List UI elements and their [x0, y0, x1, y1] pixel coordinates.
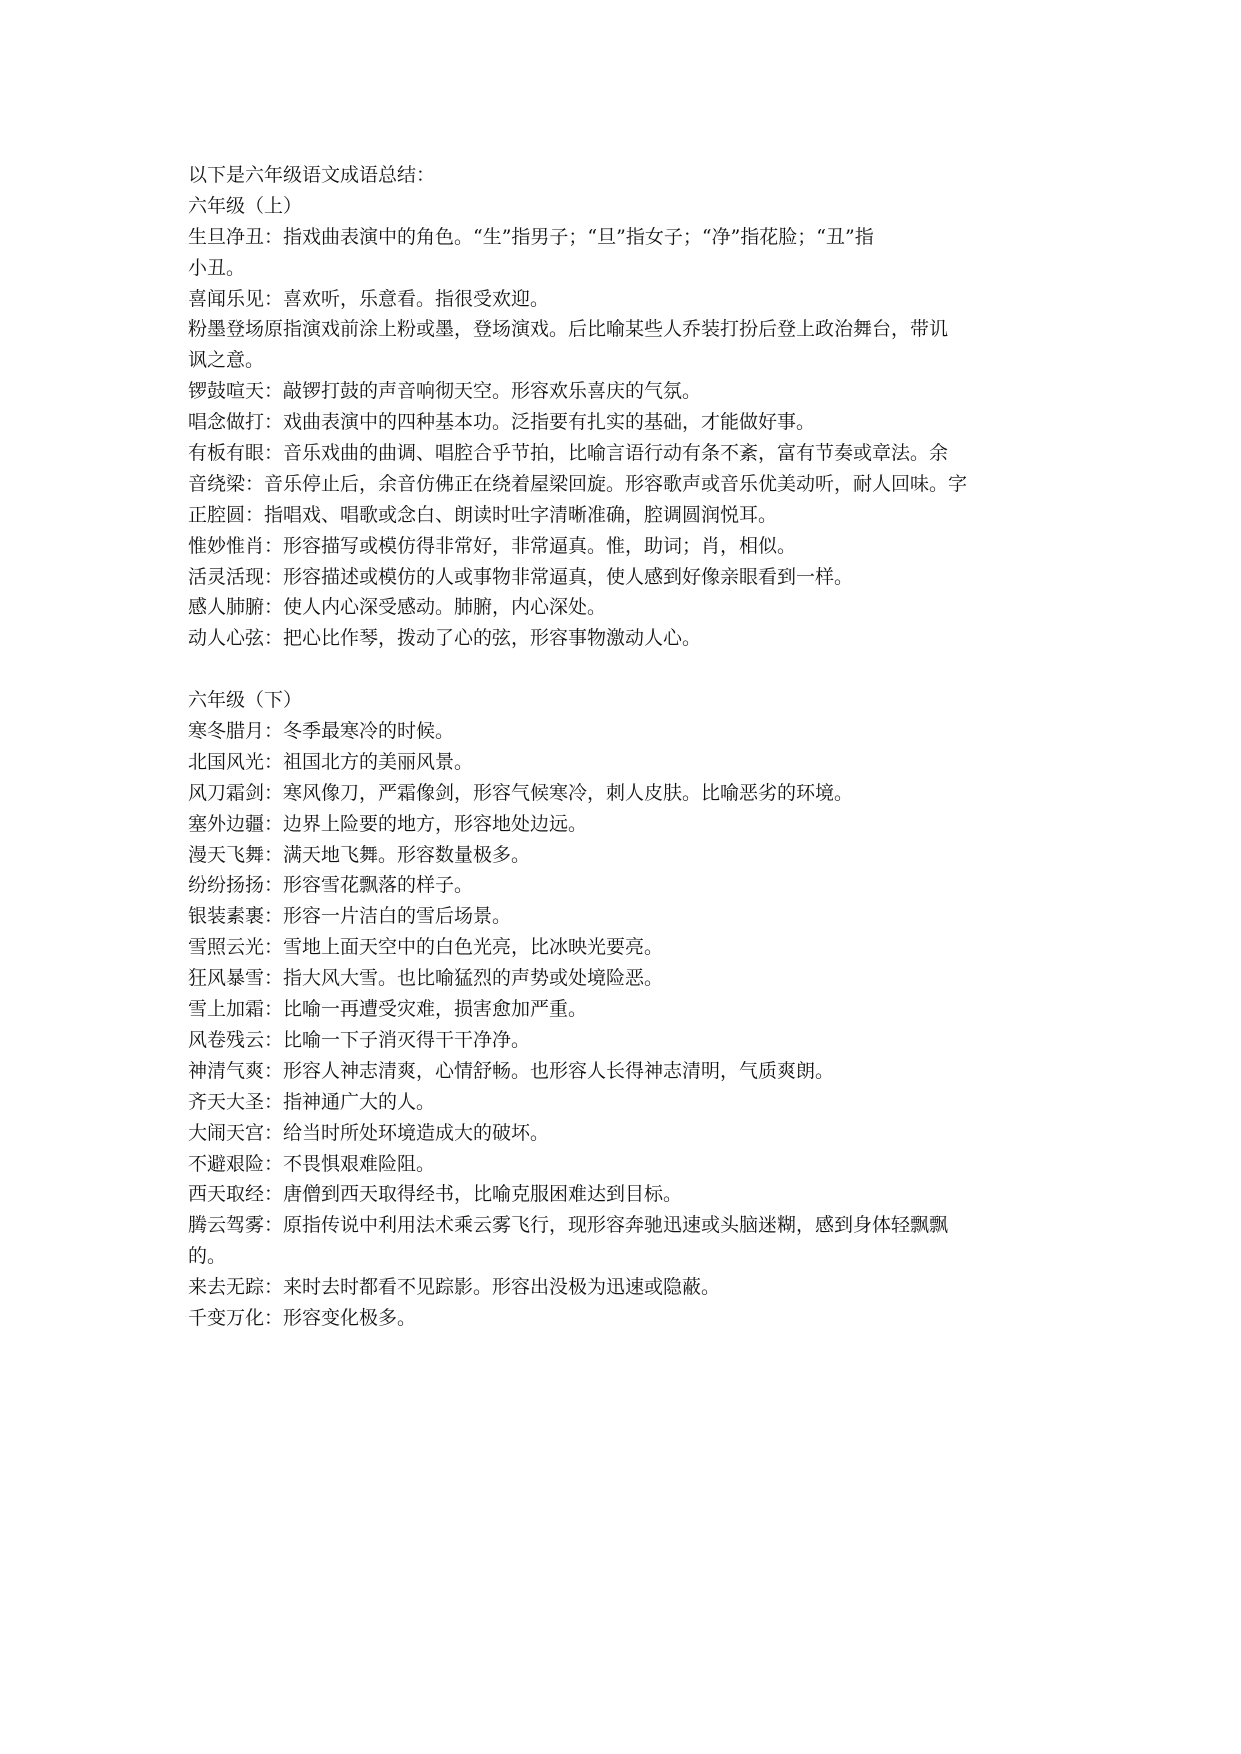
- idiom-line: 讽之意。: [188, 349, 265, 372]
- section-heading-lower: 六年级（下）: [188, 689, 303, 712]
- idiom-line: 风刀霜剑：寒风像刀，严霜像剑，形容气候寒冷，刺人皮肤。比喻恶劣的环境。: [188, 781, 854, 804]
- idiom-line: 音绕梁：音乐停止后，余音仿佛正在绕着屋梁回旋。形容歌声或音乐优美动听，耐人回味。字: [188, 472, 968, 495]
- idiom-line: 生旦净丑：指戏曲表演中的角色。“生”指男子；“旦”指女子；“净”指花脸；“丑”指: [188, 225, 874, 248]
- idiom-line: 活灵活现：形容描述或模仿的人或事物非常逼真，使人感到好像亲眼看到一样。: [188, 565, 854, 588]
- idiom-line: 漫天飞舞：满天地飞舞。形容数量极多。: [188, 843, 531, 866]
- idiom-line: 有板有眼：音乐戏曲的曲调、唱腔合乎节拍，比喻言语行动有条不紊，富有节奏或章法。余: [188, 442, 949, 465]
- idiom-line: 雪照云光：雪地上面天空中的白色光亮，比冰映光要亮。: [188, 936, 664, 959]
- idiom-line: 正腔圆：指唱戏、唱歌或念白、朗读时吐字清晰准确，腔调圆润悦耳。: [188, 503, 778, 526]
- idiom-line: 小丑。: [188, 256, 246, 279]
- idiom-line: 神清气爽：形容人神志清爽，心情舒畅。也形容人长得神志清明，气质爽朗。: [188, 1059, 835, 1082]
- intro-line: 以下是六年级语文成语总结：: [188, 164, 436, 186]
- idiom-line: 雪上加霜：比喻一再遭受灾难，损害愈加严重。: [188, 998, 588, 1021]
- idiom-line: 塞外边疆：边界上险要的地方，形容地处边远。: [188, 812, 588, 835]
- idiom-line: 寒冬腊月：冬季最寒冷的时候。: [188, 720, 455, 743]
- idiom-line: 银装素裹：形容一片洁白的雪后场景。: [188, 905, 512, 928]
- idiom-line: 大闹天宫：给当时所处环境造成大的破坏。: [188, 1121, 550, 1144]
- idiom-line: 齐天大圣：指神通广大的人。: [188, 1090, 436, 1113]
- document-body: [188, 160, 1068, 1334]
- idiom-line: 西天取经：唐僧到西天取得经书，比喻克服困难达到目标。: [188, 1183, 683, 1206]
- idiom-line: 粉墨登场原指演戏前涂上粉或墨，登场演戏。后比喻某些人乔装打扮后登上政治舞台，带讥: [188, 318, 949, 341]
- idiom-line: 北国风光：祖国北方的美丽风景。: [188, 750, 474, 773]
- idiom-line: 来去无踪：来时去时都看不见踪影。形容出没极为迅速或隐蔽。: [188, 1276, 721, 1299]
- idiom-line: 风卷残云：比喻一下子消灭得干干净净。: [188, 1028, 531, 1051]
- idiom-line: 动人心弦：把心比作琴，拨动了心的弦，形容事物激动人心。: [188, 627, 702, 650]
- section-heading-upper: 六年级（上）: [188, 194, 303, 217]
- idiom-line: 唱念做打：戏曲表演中的四种基本功。泛指要有扎实的基础，才能做好事。: [188, 411, 816, 434]
- idiom-line: 腾云驾雾：原指传说中利用法术乘云雾飞行，现形容奔驰迅速或头脑迷糊，感到身体轻飘飘: [188, 1214, 949, 1237]
- idiom-line: 惟妙惟肖：形容描写或模仿得非常好，非常逼真。惟，助词；肖，相似。: [188, 534, 797, 557]
- idiom-line: 锣鼓喧天：敲锣打鼓的声音响彻天空。形容欢乐喜庆的气氛。: [188, 380, 702, 403]
- section-spacer: [188, 654, 1068, 685]
- idiom-line: 不避艰险：不畏惧艰难险阻。: [188, 1152, 436, 1175]
- idiom-line: 感人肺腑：使人内心深受感动。肺腑，内心深处。: [188, 596, 607, 619]
- idiom-line: 狂风暴雪：指大风大雪。也比喻猛烈的声势或处境险恶。: [188, 967, 664, 990]
- idiom-line: 纷纷扬扬：形容雪花飘落的样子。: [188, 874, 474, 897]
- idiom-line: 千变万化：形容变化极多。: [188, 1306, 417, 1329]
- idiom-line: 喜闻乐见：喜欢听，乐意看。指很受欢迎。: [188, 287, 550, 310]
- idiom-line: 的。: [188, 1245, 227, 1268]
